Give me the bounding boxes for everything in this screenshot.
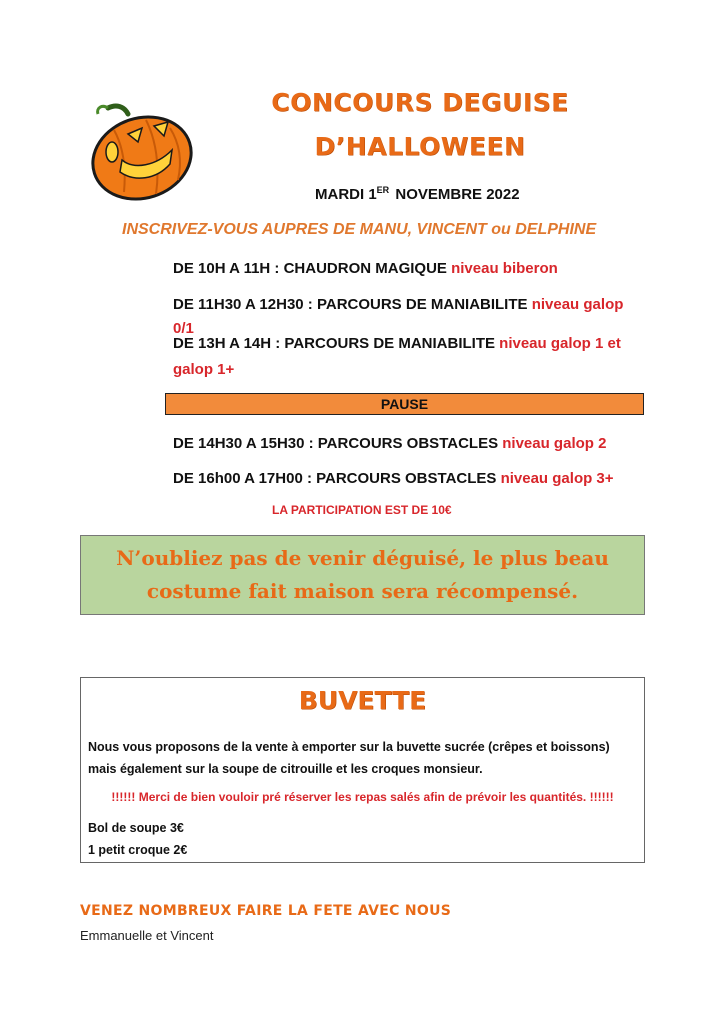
- footer-slogan: VENEZ NOMBREUX FAIRE LA FETE AVEC NOUS: [80, 903, 452, 919]
- date-suffix: NOVEMBRE 2022: [395, 186, 520, 203]
- schedule-level: niveau galop 0/1: [173, 296, 624, 337]
- schedule-time: DE 16h00 A 17H00 : PARCOURS OBSTACLES: [173, 470, 501, 487]
- price-croque: 1 petit croque 2€: [88, 843, 188, 857]
- costume-note-box: [80, 535, 645, 615]
- costume-note-line-2: costume fait maison sera récompensé.: [146, 579, 579, 603]
- schedule-item: [173, 257, 643, 281]
- pause-banner: PAUSE: [165, 393, 644, 415]
- buvette-description: [88, 736, 638, 780]
- schedule-item: [173, 467, 643, 491]
- schedule-level: niveau galop 2: [502, 435, 607, 452]
- participation-fee: LA PARTICIPATION EST DE 10€: [272, 503, 452, 517]
- buvette-text-line-2: mais également sur la soupe de citrouille et les croques monsieur.: [88, 762, 483, 776]
- buvette-text-line-1: Nous vous proposons de la vente à emporter sur la buvette sucrée (crêpes et boissons): [88, 740, 610, 754]
- event-date: [315, 185, 520, 203]
- costume-note-line-1: N’oubliez pas de venir déguisé, le plus beau: [116, 546, 609, 570]
- date-superscript: ER: [376, 185, 390, 195]
- schedule-item: [173, 331, 643, 383]
- date-prefix: MARDI 1: [315, 186, 377, 203]
- schedule-time: DE 14H30 A 15H30 : PARCOURS OBSTACLES: [173, 435, 503, 452]
- schedule-level: niveau galop 3+: [500, 470, 614, 487]
- buvette-title: BUVETTE: [298, 686, 427, 715]
- schedule-time: DE 13H A 14H : PARCOURS DE MANIABILITE: [173, 335, 500, 352]
- jack-o-lantern-icon: [84, 100, 194, 204]
- buvette-box: [80, 677, 645, 863]
- title-line-2: D’HALLOWEEN: [314, 132, 526, 161]
- title-line-1: CONCOURS DEGUISE: [271, 88, 569, 117]
- registration-line: INSCRIVEZ-VOUS AUPRES DE MANU, VINCENT ou DELPHINE: [122, 221, 597, 238]
- signature: Emmanuelle et Vincent: [80, 928, 214, 943]
- schedule-item: [173, 432, 643, 456]
- buvette-warning: !!!!!! Merci de bien vouloir pré réserver les repas salés afin de prévoir les quantités. !!!!!!: [111, 790, 614, 804]
- schedule-level: niveau biberon: [451, 260, 558, 277]
- schedule-level: niveau galop 1 et galop 1+: [173, 335, 621, 378]
- schedule-time: DE 10H A 11H : CHAUDRON MAGIQUE: [173, 260, 452, 277]
- price-soup: Bol de soupe 3€: [88, 821, 184, 835]
- schedule-time: DE 11H30 A 12H30 : PARCOURS DE MANIABILITE: [173, 296, 532, 313]
